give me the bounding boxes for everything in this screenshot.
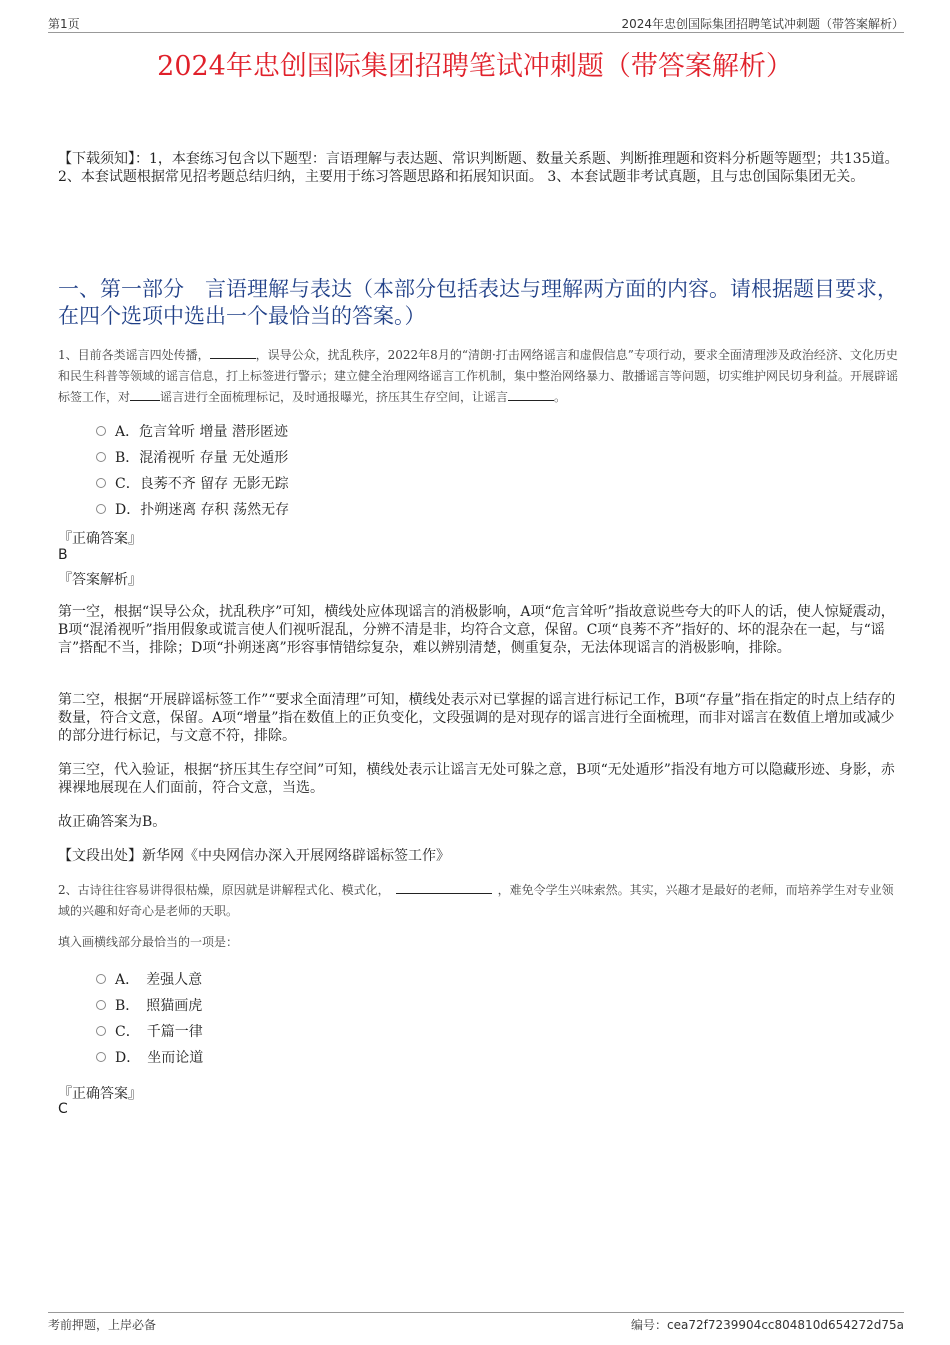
radio-icon[interactable] (96, 504, 106, 514)
question-2-prompt: 填入画横线部分最恰当的一项是： (58, 935, 239, 949)
page-footer (48, 1312, 904, 1333)
analysis-paragraph: 第二空，根据“开展辟谣标签工作”“要求全面清理”可知，横线处表示对已掌握的谣言进行标记工作，B项“存量”指在指定的时点上结存的数量，符合文意，保留。A项“增量”指在数值上的正负变化，文段强调的是对现存的谣言进行全面梳理，而非对谣言在数值上增加或减少的部分进行标记，与文意不符，排除。 (58, 692, 896, 744)
correct-answer-label: 『正确答案』 (58, 1086, 142, 1102)
answer-blank (210, 346, 256, 359)
answer-blank (396, 881, 492, 894)
option-b[interactable]: B． 照猫画虎 (96, 993, 203, 1019)
section-heading: 一、第一部分 言语理解与表达（本部分包括表达与理解两方面的内容。请根据题目要求，在四个选项中选出一个最恰当的答案。） (58, 277, 898, 328)
radio-icon[interactable] (96, 1000, 106, 1010)
answer-blank (130, 388, 160, 401)
document-title: 2024年忠创国际集团招聘笔试冲刺题（带答案解析） (157, 51, 793, 82)
document-id: 编号：cea72f7239904cc804810d654272d75a (631, 1318, 904, 1332)
option-b[interactable]: B．混淆视听 存量 无处遁形 (96, 445, 289, 471)
correct-answer: B (58, 547, 68, 563)
answer-blank (508, 388, 554, 401)
radio-icon[interactable] (96, 478, 106, 488)
download-notice: 【下载须知】：1，本套练习包含以下题型：言语理解与表达题、常识判断题、数量关系题、判断推理题和资料分析题等题型；共135道。 2、本套试题根据常见招考题总结归纳，主要用于练习答题思路和拓展知识面。 3、本套试题非考试真题，且与忠创国际集团无关。 (58, 151, 899, 185)
radio-icon[interactable] (96, 426, 106, 436)
analysis-label: 『答案解析』 (58, 572, 142, 588)
option-d[interactable]: D．扑朔迷离 存积 荡然无存 (96, 497, 289, 523)
question-1-options (96, 419, 289, 523)
option-a[interactable]: A．危言耸听 增量 潜形匿迹 (96, 419, 289, 445)
option-c[interactable]: C． 千篇一律 (96, 1019, 203, 1045)
analysis-paragraph: 第一空，根据“误导公众，扰乱秩序”可知，横线处应体现谣言的消极影响，A项“危言耸听”指故意说些夸大的吓人的话，使人惊疑震动，B项“混淆视听”指用假象或谎言使人们视听混乱，分辨不清是非，均符合文意，保留。C项“良莠不齐”指好的、坏的混杂在一起，与“谣言”搭配不当，排除；D项“扑朔迷离”形容事情错综复杂，难以辨别清楚，侧重复杂，无法体现谣言的消极影响，排除。 (58, 604, 895, 656)
radio-icon[interactable] (96, 1026, 106, 1036)
analysis-paragraph: 故正确答案为B。 (58, 814, 167, 830)
header-doc-title: 2024年忠创国际集团招聘笔试冲刺题（带答案解析） (621, 17, 904, 31)
question-1-stem: 1、目前各类谣言四处传播， ，误导公众，扰乱秩序，2022年8月的“清朗·打击网络谣言和虚假信息”专项行动，要求全面清理涉及政治经济、文化历史和民生科普等领域的谣言信息，打上标签进行警示；建立健全治理网络谣言工作机制，集中整治网络暴力、散播谣言等问题，切实维护网民切身利益。开展辟谣标签工作，对 谣言进行全面梳理标记，及时通报曝光，挤压其生存空间，让谣言 。 (58, 348, 899, 404)
option-a[interactable]: A． 差强人意 (96, 967, 203, 993)
correct-answer: C (58, 1101, 68, 1117)
correct-answer-label: 『正确答案』 (58, 531, 142, 547)
option-c[interactable]: C．良莠不齐 留存 无影无踪 (96, 471, 289, 497)
page-header (48, 14, 904, 33)
question-2-options (96, 967, 203, 1071)
source-citation: 【文段出处】新华网《中央网信办深入开展网络辟谣标签工作》 (58, 848, 450, 864)
question-2-stem: 2、古诗往往容易讲得很枯燥，原因就是讲解程式化、模式化， ，难免令学生兴味索然。其实，兴趣才是最好的老师，而培养学生对专业领域的兴趣和好奇心是老师的天职。 (58, 883, 894, 918)
footer-slogan: 考前押题，上岸必备 (48, 1318, 157, 1332)
radio-icon[interactable] (96, 974, 106, 984)
analysis-paragraph: 第三空，代入验证，根据“挤压其生存空间”可知，横线处表示让谣言无处可躲之意，B项“无处遁形”指没有地方可以隐藏形迹、身影，赤裸裸地展现在人们面前，符合文意，当选。 (58, 762, 895, 796)
radio-icon[interactable] (96, 1052, 106, 1062)
page-number: 第1页 (48, 17, 80, 31)
radio-icon[interactable] (96, 452, 106, 462)
option-d[interactable]: D． 坐而论道 (96, 1045, 203, 1071)
